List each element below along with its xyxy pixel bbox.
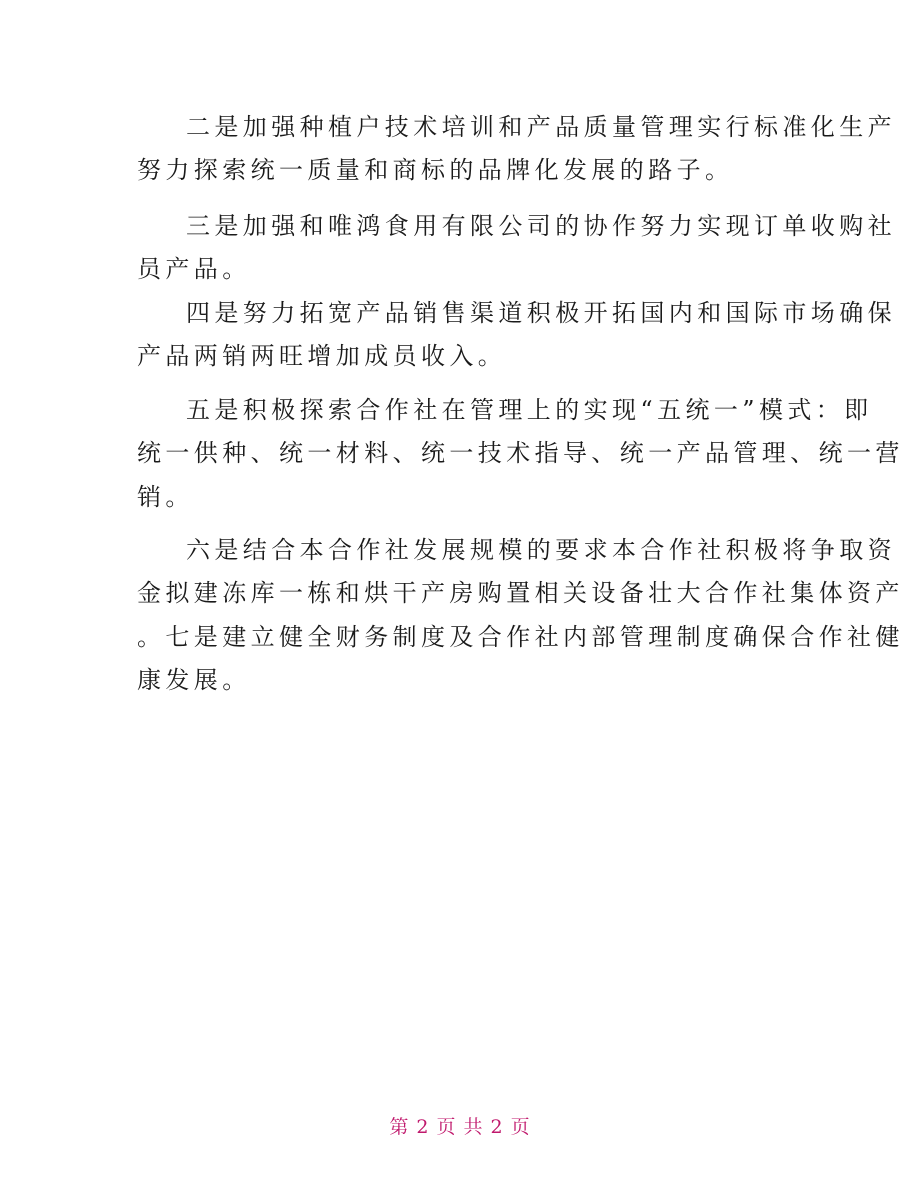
paragraph-4-line-2: 产品两销两旺增加成员收入。 [137, 342, 507, 370]
paragraph-6-line-1: 六是结合本合作社发展规模的要求本合作社积极将争取资 [186, 536, 896, 564]
paragraph-3-line-1: 三是加强和唯鸿食用有限公司的协作努力实现订单收购社 [186, 212, 896, 240]
paragraph-2-line-1: 二是加强种植户技术培训和产品质量管理实行标准化生产 [186, 113, 896, 141]
paragraph-5-line-3: 销。 [137, 483, 194, 511]
paragraph-5-line-2: 统一供种、统一材料、统一技术指导、统一产品管理、统一营 [137, 439, 904, 467]
paragraph-4-line-1: 四是努力拓宽产品销售渠道积极开拓国内和国际市场确保 [186, 299, 896, 327]
paragraph-2-line-2: 努力探索统一质量和商标的品牌化发展的路子。 [137, 156, 734, 184]
paragraph-3-line-2: 员产品。 [137, 255, 251, 283]
paragraph-6-line-2: 金拟建冻库一栋和烘干产房购置相关设备壮大合作社集体资产 [137, 579, 904, 607]
paragraph-5-line-1: 五是积极探索合作社在管理上的实现“五统一”模式：即 [186, 396, 873, 424]
page-number-footer: 第 2 页 共 2 页 [389, 1116, 531, 1138]
paragraph-6-line-3: 。七是建立健全财务制度及合作社内部管理制度确保合作社健 [137, 623, 904, 651]
paragraph-6-line-4: 康发展。 [137, 666, 251, 694]
